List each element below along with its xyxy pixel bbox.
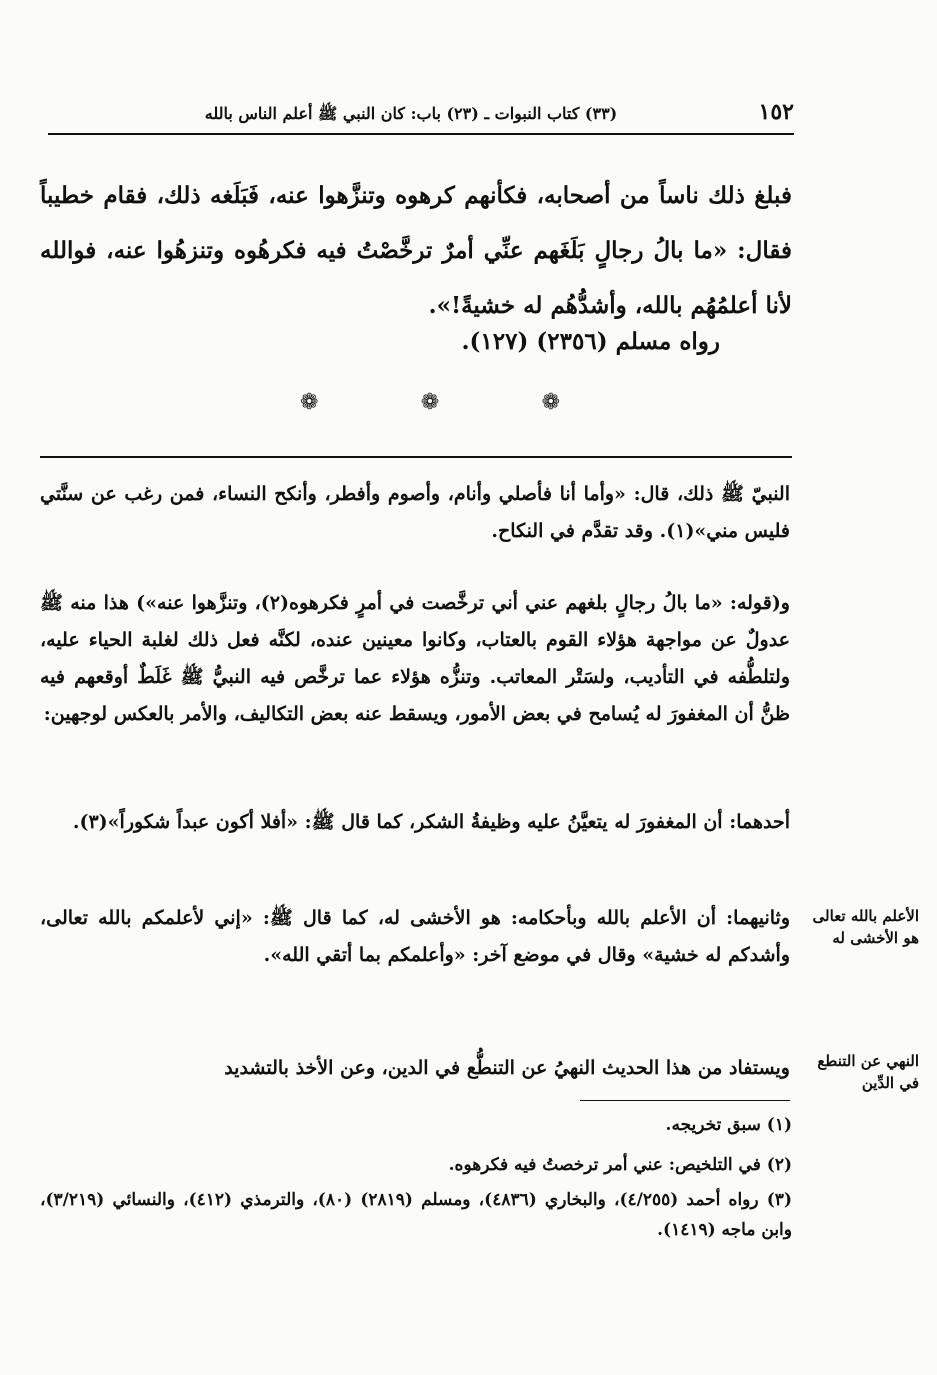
- page-header: [48, 95, 794, 135]
- margin-note: الأعلم بالله تعالى هو الأخشى له: [812, 907, 919, 947]
- running-title: (٣٣) كتاب النبوات ـ (٢٣) باب: كان النبي ﷺ أعلم الناس بالله: [204, 104, 618, 123]
- footnote: (٢) في التلخيص: عني أمر ترخصتُ فيه فكرهوه.: [448, 1155, 792, 1175]
- hadith-source: رواه مسلم (٢٣٥٦) (١٢٧).: [461, 328, 720, 355]
- header-rule: [48, 133, 794, 135]
- commentary-paragraph: أحدهما: أن المغفورَ له يتعيَّنُ عليه وظيفةُ الشكر، كما قال ﷺ: «أفلا أكون عبداً شكوراً»(٣).: [72, 811, 790, 833]
- commentary-paragraph: و(قوله: «ما بالُ رجالٍ بلغهم عني أني ترخَّصت في أمرٍ فكرهوه(٢)، وتنزَّهوا عنه») هذا منه ﷺ عدولٌ عن مواجهة هؤلاء القوم بالعتاب، وكانوا معينين عنده، لكنَّه فعل ذلك لغلبة الحياء عليه، ولتلطُّفه في التأديب، ولسَتْر المعاتب. وتنزُّه هؤلاء عما ترخَّص فيه النبيُّ ﷺ غَلَطٌ أوقعهم فيه ظنُّ أن المغفورَ له يُسامح في بعض الأمور، ويسقط عنه بعض التكاليف، والأمر بالعكس لوجهين:: [40, 592, 790, 725]
- margin-note: النهي عن التنطع في الدِّين: [817, 1052, 919, 1092]
- footnote: (٣) رواه أحمد (٤/٢٥٥)، والبخاري (٤٨٣٦)، ومسلم (٢٨١٩) (٨٠)، والترمذي (٤١٢)، والنسائي (٣/٢١٩)، وابن ماجه (١٤١٩).: [40, 1190, 792, 1240]
- commentary-paragraph: النبيّ ﷺ ذلك، قال: «وأما أنا فأصلي وأنام، وأصوم وأفطر، وأنكح النساء، فمن رغب عن سنَّتي فليس مني»(١). وقد تقدَّم في النكاح.: [40, 483, 790, 542]
- separator-star-icon: ❁: [300, 390, 319, 415]
- footnote-rule: [580, 1100, 790, 1101]
- commentary-paragraph: وثانيهما: أن الأعلم بالله وبأحكامه: هو الأخشى له، كما قال ﷺ: «إني لأعلمكم بالله تعالى، وأشدكم له خشية» وقال في موضع آخر: «وأعلمكم بما أتقي الله».: [40, 907, 790, 966]
- page-number: ١٥٢: [758, 99, 794, 125]
- separator-star-icon: ❁: [541, 390, 560, 415]
- footnote: (١) سبق تخريجه.: [665, 1115, 792, 1135]
- hadith-text: فبلغ ذلك ناساً من أصحابه، فكأنهم كرهوه وتنزَّهوا عنه، فَبَلَغه ذلك، فقام خطيباً فقال: «ما بالُ رجالٍ بَلَغَهم عنِّي أمرٌ ترخَّصْتُ فيه فكرهُوه وتنزهُوا عنه، فوالله لأنا أعلمُهُم بالله، وأشدُّهُم له خشيةً!».: [40, 182, 792, 319]
- commentary-divider: [40, 456, 792, 458]
- separator-star-icon: ❁: [420, 390, 440, 415]
- commentary-paragraph: ويستفاد من هذا الحديث النهيُ عن التنطُّع في الدين، وعن الأخذ بالتشديد: [224, 1057, 790, 1079]
- section-separator: [300, 390, 560, 415]
